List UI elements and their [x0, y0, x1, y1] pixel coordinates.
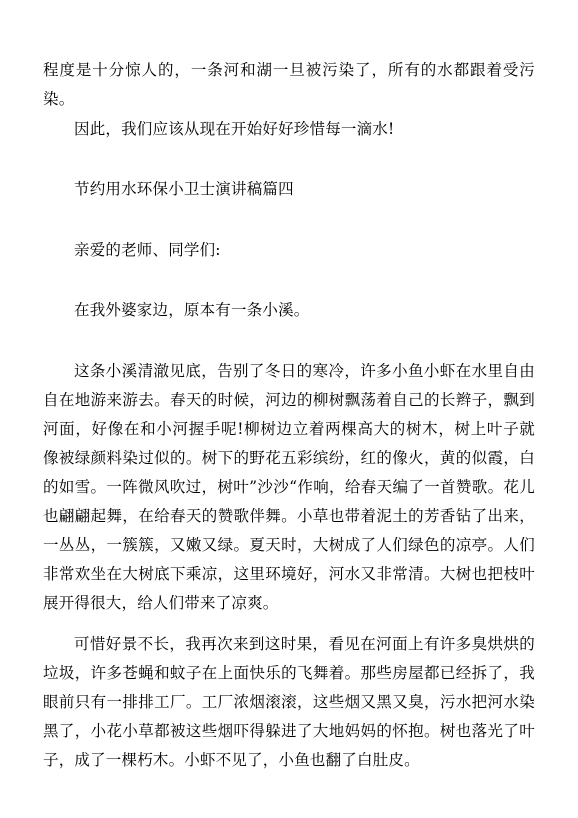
- salutation: 亲爱的老师、同学们:: [74, 241, 221, 259]
- paragraph-conclusion: 因此，我们应该从现在开始好好珍惜每一滴水!: [74, 120, 395, 138]
- paragraph-intro: 在我外婆家边，原本有一条小溪。: [74, 301, 310, 319]
- paragraph-pollution: 可惜好景不长，我再次来到这时果，看见在河面上有许多臭烘烘的垃圾，许多苍蝇和蚊子在上面快乐的飞舞着。那些房屋都已经拆了，我眼前只有一排排工厂。工厂浓烟滚滚，这些烟又黑又臭，污水把河水染黑了，小花小草都被这些烟吓得躲进了大地妈妈的怀抱。树也落光了叶子，成了一棵朽木。小虾不见了，小鱼也翻了白肚皮。: [43, 635, 535, 769]
- section-heading: 节约用水环保小卫士演讲稿篇四: [74, 180, 294, 198]
- paragraph-continuation: 程度是十分惊人的，一条河和湖一旦被污染了，所有的水都跟着受污染。: [43, 61, 535, 108]
- document-page: [43, 0, 535, 818]
- paragraph-stream-description: 这条小溪清澈见底，告别了冬日的寒冷，许多小鱼小虾在水里自由自在地游来游去。春天的时候，河边的柳树飘荡着自己的长辫子，飘到河面，好像在和小河握手呢!柳树边立着两棵高大的树木，树上叶子就像被绿颜料染过似的。树下的野花五彩缤纷，红的像火，黄的似霞，白的如雪。一阵微风吹过，树叶”沙沙“作响，给春天编了一首赞歌。花儿也翩翩起舞，在给春天的赞歌伴舞。小草也带着泥土的芳香钻了出来，一丛丛，一簇簇，又嫩又绿。夏天时，大树成了人们绿色的凉亭。人们非常欢坐在大树底下乘凉，这里环境好，河水又非常清。大树也把枝叶展开得很大，给人们带来了凉爽。: [43, 362, 535, 612]
